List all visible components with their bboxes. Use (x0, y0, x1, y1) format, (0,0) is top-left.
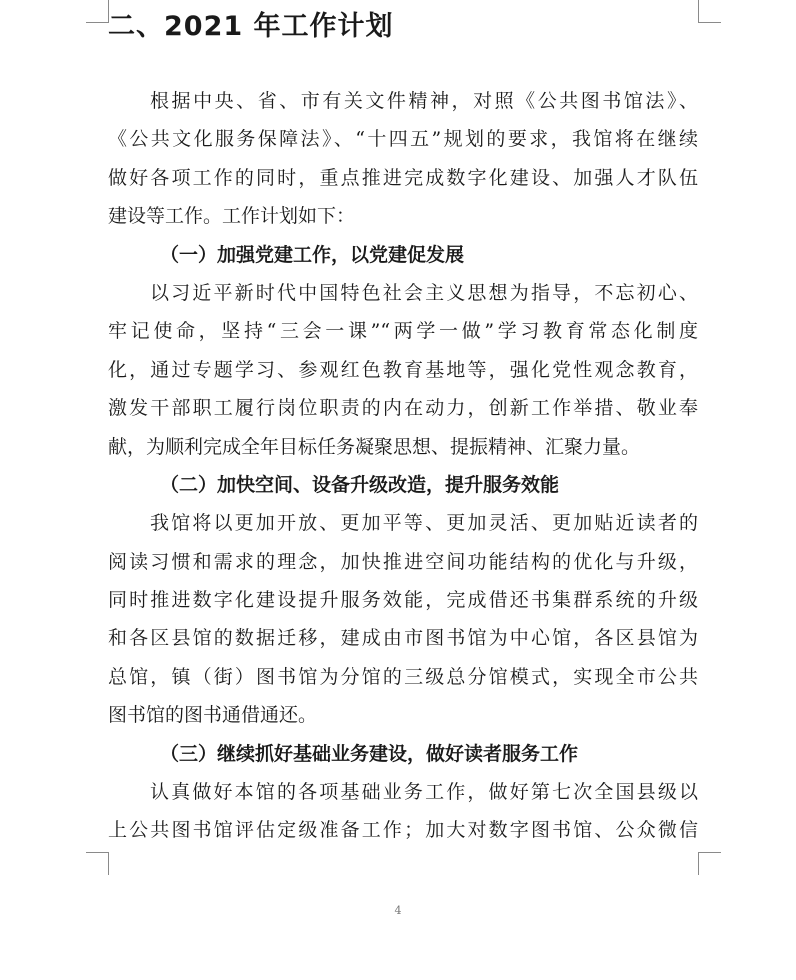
paragraph-line: 和各区县馆的数据迁移，建成由市图书馆为中心馆，各区县馆为 (108, 627, 698, 650)
crop-mark-top-right (698, 0, 721, 23)
paragraph-line: 我馆将以更加开放、更加平等、更加灵活、更加贴近读者的 (150, 512, 698, 535)
crop-mark-bottom-left (86, 852, 109, 875)
paragraph-line: 上公共图书馆评估定级准备工作；加大对数字图书馆、公众微信 (108, 819, 698, 842)
paragraph-line: 同时推进数字化建设提升服务效能，完成借还书集群系统的升级 (108, 589, 698, 612)
subheading-party-building: （一）加强党建工作，以党建促发展 (160, 243, 465, 266)
paragraph-line: 牢记使命，坚持“三会一课”“两学一做”学习教育常态化制度 (108, 320, 698, 343)
paragraph-line: 《公共文化服务保障法》、“十四五”规划的要求，我馆将在继续 (108, 128, 698, 151)
paragraph-line: 做好各项工作的同时，重点推进完成数字化建设、加强人才队伍 (108, 166, 698, 189)
paragraph-line: 图书馆的图书通借通还。 (108, 704, 318, 727)
paragraph-line: 认真做好本馆的各项基础业务工作，做好第七次全国县级以 (150, 781, 698, 804)
crop-mark-bottom-right (698, 852, 721, 875)
paragraph-line: 建设等工作。工作计划如下： (108, 205, 356, 228)
crop-mark-top-left (86, 0, 109, 23)
page-number: 4 (394, 904, 402, 917)
paragraph-line: 总馆，镇（街）图书馆为分馆的三级总分馆模式，实现全市公共 (108, 665, 698, 688)
paragraph-line: 以习近平新时代中国特色社会主义思想为指导，不忘初心、 (150, 281, 698, 304)
subheading-space-upgrade: （二）加快空间、设备升级改造，提升服务效能 (160, 473, 560, 496)
paragraph-line: 激发干部职工履行岗位职责的内在动力，创新工作举措、敬业奉 (108, 397, 698, 420)
subheading-basic-services: （三）继续抓好基础业务建设，做好读者服务工作 (160, 742, 579, 765)
paragraph-line: 献，为顺利完成全年目标任务凝聚思想、提振精神、汇聚力量。 (108, 435, 641, 458)
document-body (108, 82, 698, 850)
paragraph-line: 根据中央、省、市有关文件精神，对照《公共图书馆法》、 (150, 90, 698, 112)
section-heading: 二、2021 年工作计划 (108, 11, 394, 42)
paragraph-line: 化，通过专题学习、参观红色教育基地等，强化党性观念教育， (108, 358, 698, 381)
paragraph-line: 阅读习惯和需求的理念，加快推进空间功能结构的优化与升级， (108, 550, 698, 573)
